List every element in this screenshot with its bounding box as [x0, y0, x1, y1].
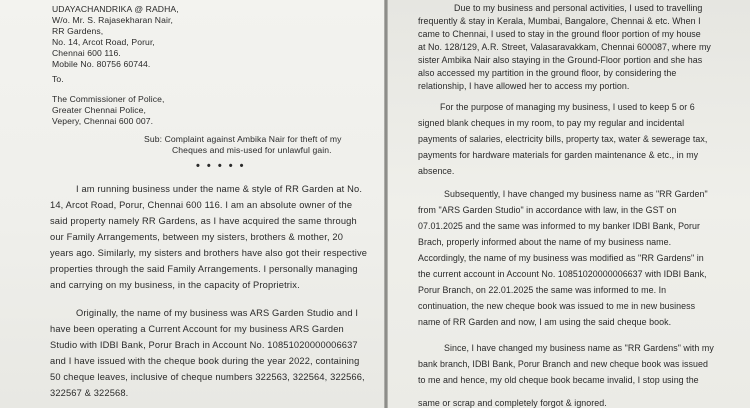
paragraph-line: and carrying on my business, in the capacity of Proprietrix.	[50, 280, 300, 290]
paragraph-line: from "ARS Garden Studio" in accordance with law, in the GST on	[418, 205, 677, 215]
paragraph-line: frequently & stay in Kerala, Mumbai, Bangalore, Chennai & etc. When I	[418, 16, 701, 26]
subject-line: Sub: Complaint against Ambika Nair for theft of my	[144, 134, 342, 144]
paragraph-line: Accordingly, the name of my business was modified as "RR Gardens" in	[418, 253, 704, 263]
paragraph-line: payments for hardware materials for garden maintenance & etc., in my	[418, 150, 699, 160]
sender-line: No. 14, Arcot Road, Porur,	[52, 37, 155, 47]
paragraph-line: continuation, the new cheque book was issued to me in new business	[418, 301, 696, 311]
paragraph-line: properties through the said Family Arrangements. I personally managing	[50, 264, 358, 274]
paragraph-line: our Family Arrangements, between my sisters, brothers & mother, 20	[50, 232, 344, 242]
paragraph-line: came to Chennai, I used to stay in the ground floor portion of my house	[418, 29, 701, 39]
paragraph-line: 14, Arcot Road, Porur, Chennai 600 116. I am an absolute owner of the	[50, 200, 353, 210]
paragraph-line: For the purpose of managing my business, I used to keep 5 or 6	[440, 102, 695, 112]
paragraph-line: 50 cheque leaves, inclusive of cheque numbers 322563, 322564, 322566,	[50, 372, 365, 382]
paragraph-line: to me and hence, my old cheque book became invalid, I stop using the	[418, 375, 699, 385]
sender-line: Chennai 600 116.	[52, 48, 121, 58]
paragraph-line: same or scrap and completely forgot & ignored.	[418, 398, 607, 408]
paragraph-line: have been operating a Current Account for my business ARS Garden	[50, 324, 344, 334]
sender-line: Mobile No. 80756 60744.	[52, 59, 151, 69]
recipient-line: Vepery, Chennai 600 007.	[52, 116, 154, 126]
paragraph-line: bank branch, IDBI Bank, Porur Branch and new cheque book was issued	[418, 359, 708, 369]
sender-line: RR Gardens,	[52, 26, 104, 36]
paragraph-line: Due to my business and personal activities, I used to travelling	[454, 3, 703, 13]
paragraph-line: and I have issued with the cheque book during the year 2022, containing	[50, 356, 360, 366]
paragraph-line: also accessed my partition in the ground floor, by considering the	[418, 68, 677, 78]
paragraph-line: payments of salaries, electricity bills, property tax, water & sewerage tax,	[418, 134, 708, 144]
paragraph-line: sister Ambika Nair also staying in the Ground-Floor portion and she has	[418, 55, 703, 65]
paragraph-line: signed blank cheques in my room, to pay my regular and incidental	[418, 118, 685, 128]
paragraph-line: 07.01.2025 and the same was informed to my banker IDBI Bank, Porur	[418, 221, 701, 231]
sender-line: UDAYACHANDRIKA @ RADHA,	[52, 4, 179, 14]
paragraph-line: at No. 128/129, A.R. Street, Valasaravakkam, Chennai 600087, where my	[418, 42, 711, 52]
paragraph-line: years ago. Similarly, my sisters and brothers have also got their respective	[50, 248, 368, 258]
paragraph-line: Porur Branch, on 22.01.2025 the same was informed to me. In	[418, 285, 667, 295]
subject-line: Cheques and mis-used for unlawful gain.	[172, 145, 332, 155]
paragraph-line: absence.	[418, 166, 455, 176]
paragraph-line: the current account in Account No. 10851020000006637 with IDBI Bank,	[418, 269, 707, 279]
separator-stars: • • • • •	[196, 160, 246, 172]
paragraph-line: Originally, the name of my business was ARS Garden Studio and I	[76, 308, 359, 318]
sender-line: W/o. Mr. S. Rajasekharan Nair,	[52, 15, 173, 25]
to-label: To.	[52, 74, 64, 84]
paragraph-line: said property namely RR Gardens, as I have acquired the same through	[50, 216, 357, 226]
paragraph-line: Subsequently, I have changed my business name as "RR Garden"	[444, 189, 708, 199]
paragraph-line: Studio with IDBI Bank, Porur Brach in Account No. 10851020000006637	[50, 340, 358, 350]
recipient-line: Greater Chennai Police,	[52, 105, 147, 115]
paragraph-line: name of RR Garden and now, I am using the said cheque book.	[418, 317, 672, 327]
paragraph-line: 322567 & 322568.	[50, 388, 129, 398]
paragraph-line: Since, I have changed my business name as "RR Gardens" with my	[444, 343, 714, 353]
recipient-line: The Commissioner of Police,	[52, 94, 165, 104]
right-page	[388, 0, 750, 408]
paragraph-line: I am running business under the name & style of RR Garden at No.	[76, 184, 363, 194]
paragraph-line: Brach, properly informed about the name of my business name.	[418, 237, 672, 247]
paragraph-line: relationship, I have allowed her to access my portion.	[418, 81, 630, 91]
